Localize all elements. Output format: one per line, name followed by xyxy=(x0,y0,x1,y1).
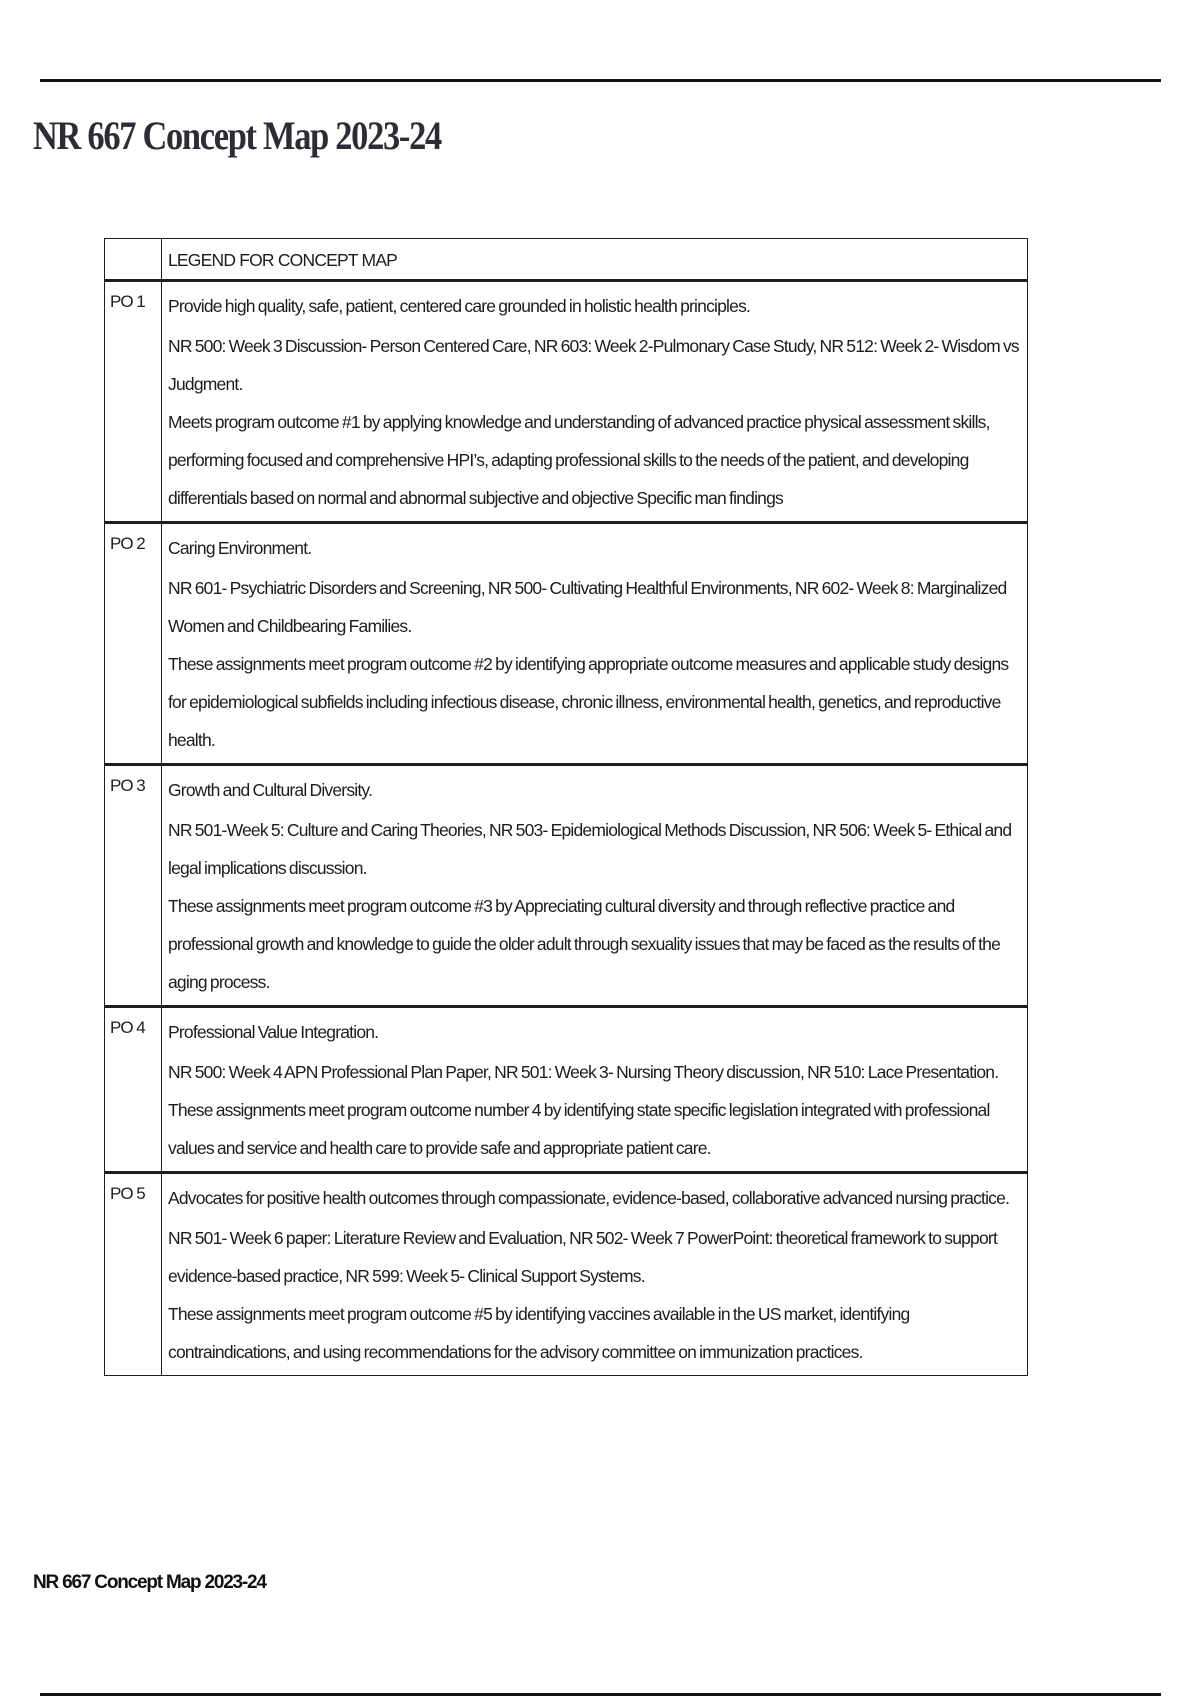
courses-text: NR 601- Psychiatric Disorders and Screening, NR 500- Cultivating Healthful Environments, NR 602- Week 8: Marginalized Women and Childbearing Families. xyxy=(168,578,1007,636)
table-row xyxy=(105,1173,1028,1376)
legend-header: LEGEND FOR CONCEPT MAP xyxy=(162,239,1028,281)
description-text: Meets program outcome #1 by applying knowledge and understanding of advanced practice physical assessment skills, performing focused and comprehensive HPI’s, adapting professional skills to the needs of the patient, and developing differentials based on normal and abnormal subjective and objective Specific man findings xyxy=(168,412,990,508)
legend-table xyxy=(104,238,1028,1376)
row-label: PO 3 xyxy=(110,776,145,795)
description-text: These assignments meet program outcome #3 by Appreciating cultural diversity and through reflective practice and professional growth and knowledge to guide the older adult through sexuality issues that may be faced as the results of the aging process. xyxy=(168,896,1001,992)
description-text: These assignments meet program outcome number 4 by identifying state specific legislation integrated with professional values and service and health care to provide safe and appropriate patient care. xyxy=(168,1100,990,1158)
outcome-text: Growth and Cultural Diversity. xyxy=(168,780,373,800)
courses-text: NR 500: Week 3 Discussion- Person Centered Care, NR 603: Week 2-Pulmonary Case Study, NR 512: Week 2- Wisdom vs Judgment. xyxy=(168,336,1019,394)
row-label: PO 1 xyxy=(110,292,145,311)
top-divider xyxy=(40,79,1161,82)
courses-text: NR 501-Week 5: Culture and Caring Theories, NR 503- Epidemiological Methods Discussion, NR 506: Week 5- Ethical and legal implications discussion. xyxy=(168,820,1012,878)
legend-header-row xyxy=(105,239,1028,281)
outcome-text: Provide high quality, safe, patient, centered care grounded in holistic health principles. xyxy=(168,296,751,316)
table-row xyxy=(105,1007,1028,1173)
courses-text: NR 501- Week 6 paper: Literature Review and Evaluation, NR 502- Week 7 PowerPoint: theoretical framework to support evidence-based practice, NR 599: Week 5- Clinical Support Systems. xyxy=(168,1228,998,1286)
outcome-text: Professional Value Integration. xyxy=(168,1022,379,1042)
legend-header-empty-cell xyxy=(105,239,162,281)
outcome-text: Caring Environment. xyxy=(168,538,312,558)
description-text: These assignments meet program outcome #5 by identifying vaccines available in the US market, identifying contraindications, and using recommendations for the advisory committee on immunization practices. xyxy=(168,1304,910,1362)
row-label: PO 5 xyxy=(110,1184,145,1203)
table-row xyxy=(105,523,1028,765)
table-row xyxy=(105,281,1028,523)
table-row xyxy=(105,765,1028,1007)
footer-title: NR 667 Concept Map 2023-24 xyxy=(33,1572,266,1593)
document-title: NR 667 Concept Map 2023-24 xyxy=(33,113,441,158)
outcome-text: Advocates for positive health outcomes through compassionate, evidence-based, collaborative advanced nursing practice. xyxy=(168,1188,1010,1208)
bottom-divider xyxy=(40,1693,1161,1696)
courses-text: NR 500: Week 4 APN Professional Plan Paper, NR 501: Week 3- Nursing Theory discussion, NR 510: Lace Presentation. xyxy=(168,1062,999,1082)
row-label: PO 2 xyxy=(110,534,145,553)
description-text: These assignments meet program outcome #2 by identifying appropriate outcome measures and applicable study designs for epidemiological subfields including infectious disease, chronic illness, environmental health, genetics, and reproductive health. xyxy=(168,654,1009,750)
row-label: PO 4 xyxy=(110,1018,145,1037)
